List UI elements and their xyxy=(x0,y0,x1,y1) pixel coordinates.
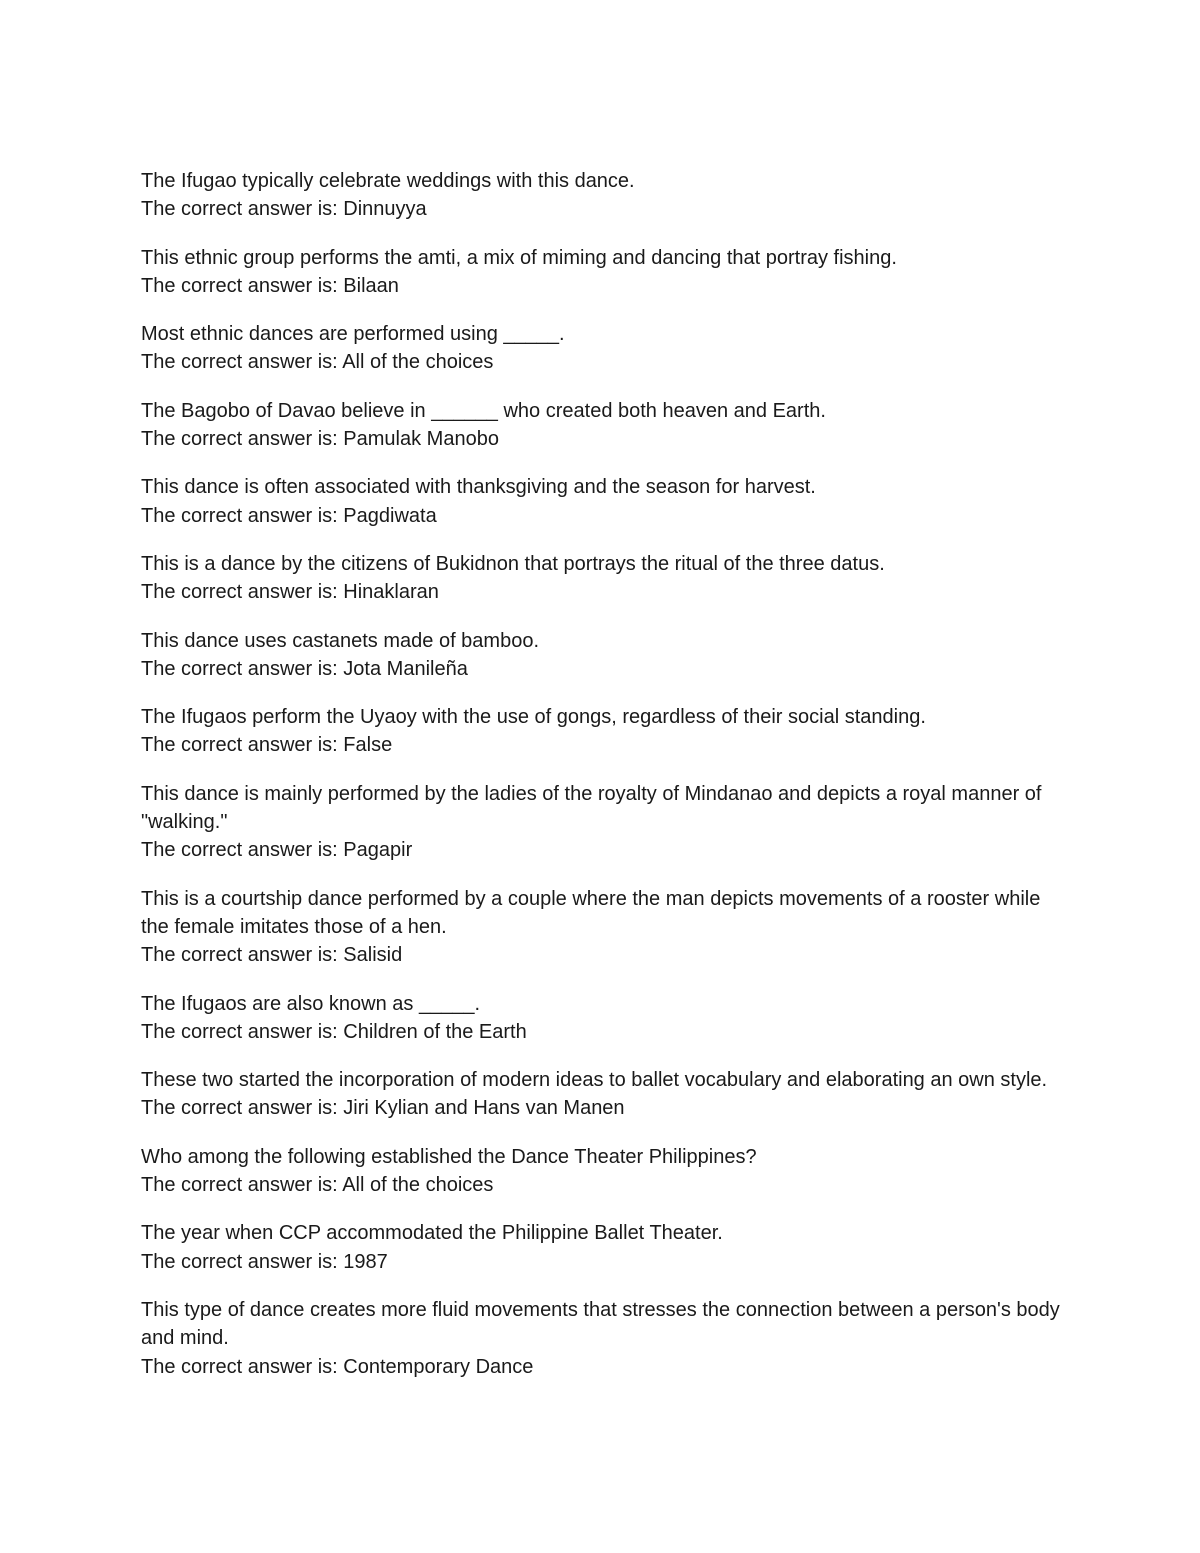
answer-text: Hinaklaran xyxy=(343,581,439,604)
qa-item-8 xyxy=(141,703,1071,760)
answer-text: Jiri Kylian and Hans van Manen xyxy=(343,1097,625,1120)
answer-prefix: The correct answer is: xyxy=(141,657,344,680)
question-text: These two started the incorporation of modern ideas to ballet vocabulary and elaborating an own style. xyxy=(141,1069,1048,1092)
answer-line xyxy=(141,348,1071,376)
answer-line xyxy=(141,1248,1071,1276)
question-text: This is a dance by the citizens of Bukidnon that portrays the ritual of the three datus. xyxy=(141,552,885,575)
answer-line xyxy=(141,425,1071,453)
answer-line xyxy=(141,836,1071,864)
answer-prefix: The correct answer is: xyxy=(141,581,344,604)
qa-item-6 xyxy=(141,550,1071,607)
answer-prefix: The correct answer is: xyxy=(141,351,343,374)
answer-text: Contemporary Dance xyxy=(343,1355,534,1378)
answer-prefix: The correct answer is: xyxy=(141,734,344,757)
question-text: This dance uses castanets made of bamboo. xyxy=(141,629,540,652)
answer-text: Pagapir xyxy=(343,839,413,862)
answer-prefix: The correct answer is: xyxy=(141,944,344,967)
answer-text: 1987 xyxy=(343,1250,388,1273)
qa-item-3 xyxy=(141,320,1071,377)
answer-line xyxy=(141,502,1071,530)
answer-text: False xyxy=(343,734,393,757)
question-text: This ethnic group performs the amti, a mix of miming and dancing that portray fishing. xyxy=(141,246,897,269)
answer-text: Children of the Earth xyxy=(343,1020,527,1043)
answer-line xyxy=(141,195,1071,223)
qa-item-11 xyxy=(141,990,1071,1047)
qa-item-4 xyxy=(141,397,1071,454)
question-text: The Ifugaos are also known as _____. xyxy=(141,992,481,1015)
document-page xyxy=(141,167,1071,1401)
question-text: This type of dance creates more fluid movements that stresses the connection between a person's body and mind. xyxy=(141,1298,1066,1350)
answer-text: Pagdiwata xyxy=(343,504,437,527)
qa-item-7 xyxy=(141,627,1071,684)
question-text: The Bagobo of Davao believe in ______ who created both heaven and Earth. xyxy=(141,399,826,422)
answer-prefix: The correct answer is: xyxy=(141,1250,344,1273)
question-text: The Ifugaos perform the Uyaoy with the use of gongs, regardless of their social standing. xyxy=(141,706,926,729)
answer-line xyxy=(141,941,1071,969)
answer-prefix: The correct answer is: xyxy=(141,274,344,297)
question-text: Who among the following established the Dance Theater Philippines? xyxy=(141,1145,757,1168)
question-text: This dance is mainly performed by the ladies of the royalty of Mindanao and depicts a royal manner of "walking." xyxy=(141,782,1048,834)
qa-item-15 xyxy=(141,1296,1071,1381)
answer-line xyxy=(141,1171,1071,1199)
question-text: The year when CCP accommodated the Philippine Ballet Theater. xyxy=(141,1222,723,1245)
answer-text: Bilaan xyxy=(343,274,399,297)
answer-prefix: The correct answer is: xyxy=(141,1355,344,1378)
answer-prefix: The correct answer is: xyxy=(141,198,344,221)
qa-item-2 xyxy=(141,244,1071,301)
answer-text: Dinnuyya xyxy=(343,198,427,221)
qa-item-12 xyxy=(141,1066,1071,1123)
answer-prefix: The correct answer is: xyxy=(141,1174,343,1197)
qa-item-13 xyxy=(141,1143,1071,1200)
answer-line xyxy=(141,1353,1071,1381)
answer-line xyxy=(141,1018,1071,1046)
question-text: This is a courtship dance performed by a couple where the man depicts movements of a rooster while the female imitates those of a hen. xyxy=(141,887,1046,938)
answer-text: Salisid xyxy=(343,944,403,967)
answer-prefix: The correct answer is: xyxy=(141,1020,344,1043)
answer-prefix: The correct answer is: xyxy=(141,1097,344,1120)
answer-text: Pamulak Manobo xyxy=(343,428,499,451)
answer-line xyxy=(141,578,1071,606)
answer-prefix: The correct answer is: xyxy=(141,839,344,862)
qa-item-14 xyxy=(141,1219,1071,1276)
answer-prefix: The correct answer is: xyxy=(141,428,344,451)
answer-line xyxy=(141,731,1071,759)
answer-text: All of the choices xyxy=(342,1174,494,1197)
answer-text: Jota Manileña xyxy=(343,657,468,680)
qa-item-10 xyxy=(141,885,1071,970)
question-text: The Ifugao typically celebrate weddings with this dance. xyxy=(141,170,635,192)
question-text: Most ethnic dances are performed using _____. xyxy=(141,323,565,346)
answer-text: All of the choices xyxy=(342,351,494,374)
question-text: This dance is often associated with thanksgiving and the season for harvest. xyxy=(141,476,816,499)
answer-line xyxy=(141,1094,1071,1122)
answer-line xyxy=(141,272,1071,300)
answer-prefix: The correct answer is: xyxy=(141,504,344,527)
qa-item-1 xyxy=(141,167,1071,224)
qa-item-5 xyxy=(141,473,1071,530)
qa-item-9 xyxy=(141,780,1071,865)
answer-line xyxy=(141,655,1071,683)
